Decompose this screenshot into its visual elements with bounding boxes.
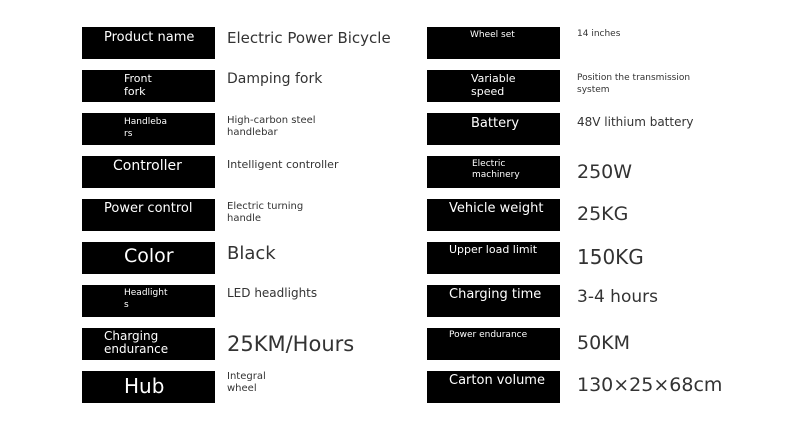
spec-value: LED headlights bbox=[227, 286, 318, 300]
spec-row bbox=[0, 113, 800, 145]
spec-label: Handleba rs bbox=[82, 113, 215, 145]
spec-row bbox=[0, 285, 800, 317]
spec-value: Black bbox=[227, 243, 276, 264]
spec-value: 3-4 hours bbox=[577, 287, 658, 307]
spec-label: Color bbox=[82, 242, 215, 274]
spec-value: Position the transmission system bbox=[577, 73, 691, 95]
spec-row bbox=[0, 70, 800, 102]
spec-row bbox=[0, 371, 800, 403]
spec-label: Battery bbox=[427, 113, 560, 145]
spec-label: Power control bbox=[82, 199, 215, 231]
spec-value: 48V lithium battery bbox=[577, 115, 694, 129]
spec-value: Damping fork bbox=[227, 71, 323, 87]
spec-label: Upper load limit bbox=[427, 242, 560, 274]
spec-label: Headlight s bbox=[82, 285, 215, 317]
spec-label: Variable speed bbox=[427, 70, 560, 102]
spec-row bbox=[0, 156, 800, 188]
spec-value: 250W bbox=[577, 161, 633, 183]
spec-label: Carton volume bbox=[427, 371, 560, 403]
spec-value: Electric turning handle bbox=[227, 201, 304, 224]
spec-label: Vehicle weight bbox=[427, 199, 560, 231]
spec-row bbox=[0, 199, 800, 231]
spec-value: Integral wheel bbox=[227, 371, 266, 394]
spec-label: Product name bbox=[82, 27, 215, 59]
spec-value: 150KG bbox=[577, 245, 644, 269]
spec-value: High-carbon steel handlebar bbox=[227, 115, 316, 138]
spec-label: Charging endurance bbox=[82, 328, 215, 360]
spec-value: 130×25×68cm bbox=[577, 374, 723, 396]
spec-row bbox=[0, 27, 800, 59]
spec-label: Controller bbox=[82, 156, 215, 188]
spec-row bbox=[0, 242, 800, 274]
spec-value: 14 inches bbox=[577, 29, 621, 39]
spec-label: Electric machinery bbox=[427, 156, 560, 188]
spec-label: Charging time bbox=[427, 285, 560, 317]
spec-label: Power endurance bbox=[427, 328, 560, 360]
spec-value: 25KM/Hours bbox=[227, 332, 355, 356]
spec-label: Wheel set bbox=[427, 27, 560, 59]
spec-label: Hub bbox=[82, 371, 215, 403]
spec-value: 50KM bbox=[577, 332, 631, 354]
spec-value: Electric Power Bicycle bbox=[227, 29, 391, 47]
spec-value: Intelligent controller bbox=[227, 158, 339, 171]
spec-row bbox=[0, 328, 800, 360]
spec-label: Front fork bbox=[82, 70, 215, 102]
spec-value: 25KG bbox=[577, 203, 629, 225]
